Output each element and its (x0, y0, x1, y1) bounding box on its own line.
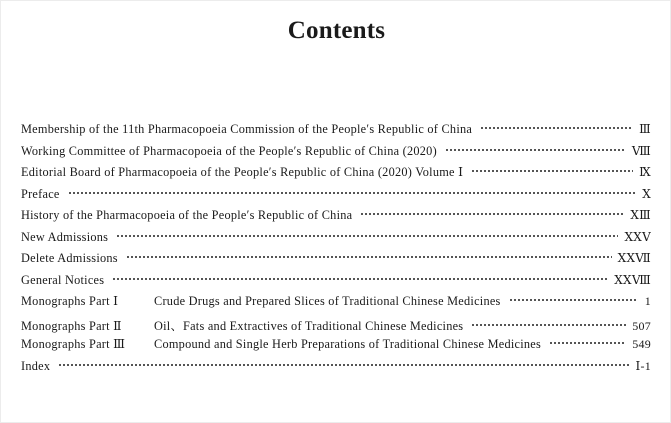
toc-page-number: ⅩⅩⅤ (624, 229, 651, 244)
toc-entry (21, 230, 651, 252)
dot-leader (445, 148, 626, 152)
dot-leader (471, 169, 633, 173)
toc-entry-title: Oil、Fats and Extractives of Traditional Chinese Medicines (154, 318, 464, 333)
dot-leader (549, 341, 626, 345)
dot-leader (509, 298, 637, 302)
toc-page-number: Ⅹ (642, 186, 651, 201)
dot-leader (112, 277, 608, 281)
toc-page-number: ⅩⅩⅧ (614, 272, 651, 287)
dot-leader (360, 212, 624, 216)
toc-entry (21, 187, 651, 209)
toc-entry-title: Crude Drugs and Prepared Slices of Traditional Chinese Medicines (154, 294, 501, 308)
toc-entry-title: Delete Admissions (21, 251, 118, 265)
page-title: Contents (287, 17, 386, 44)
toc-entry (21, 251, 651, 273)
dot-leader (480, 126, 633, 130)
toc-entry-title: New Admissions (21, 229, 109, 244)
toc-entry-title: History of the Pharmacopoeia of the People′s Republic of China (21, 208, 353, 222)
toc-page-number: 1 (644, 294, 651, 308)
toc-entry-title: Editorial Board of Pharmacopoeia of the People′s Republic of China (2020) Volume Ⅰ (21, 165, 464, 179)
dot-leader (58, 363, 629, 367)
toc-page-number: Ⅷ (631, 143, 651, 158)
toc-entry-title: Compound and Single Herb Preparations of Traditional Chinese Medicines (154, 337, 542, 351)
toc-entry-title: Membership of the 11th Pharmacopoeia Commission of the People′s Republic of China (21, 122, 473, 136)
toc-page-number: 507 (632, 318, 651, 333)
toc-entry-part: Monographs Part Ⅱ (21, 318, 122, 333)
toc-page-number: ⅩⅩⅦ (617, 251, 651, 265)
toc-entry (21, 273, 651, 295)
toc-entry (21, 122, 651, 144)
dot-leader (116, 234, 618, 238)
toc-entry-part: Monographs Part Ⅲ (21, 337, 126, 351)
dot-leader (68, 191, 637, 195)
toc-entry (21, 316, 651, 338)
toc-entry-title: Preface (21, 186, 60, 201)
toc-entry (21, 359, 651, 381)
toc-entry (21, 337, 651, 359)
toc-entry-title: Index (21, 358, 51, 373)
dot-leader (471, 323, 626, 327)
dot-leader (126, 255, 612, 259)
toc-page-number: Ⅰ-1 (635, 358, 651, 373)
toc-page-number: ⅩⅢ (630, 208, 651, 222)
toc-entry-part: Monographs Part Ⅰ (21, 294, 119, 308)
toc-page-number: 549 (632, 337, 651, 351)
toc-entry (21, 208, 651, 230)
toc-entry (21, 294, 651, 316)
toc-entry-title: General Notices (21, 272, 105, 287)
toc-page-number: Ⅸ (639, 165, 651, 179)
toc-entry (21, 165, 651, 187)
table-of-contents (21, 122, 651, 380)
toc-page-number: Ⅲ (639, 122, 651, 136)
toc-entry-title: Working Committee of Pharmacopoeia of the People′s Republic of China (2020) (21, 143, 437, 158)
toc-entry (21, 144, 651, 166)
